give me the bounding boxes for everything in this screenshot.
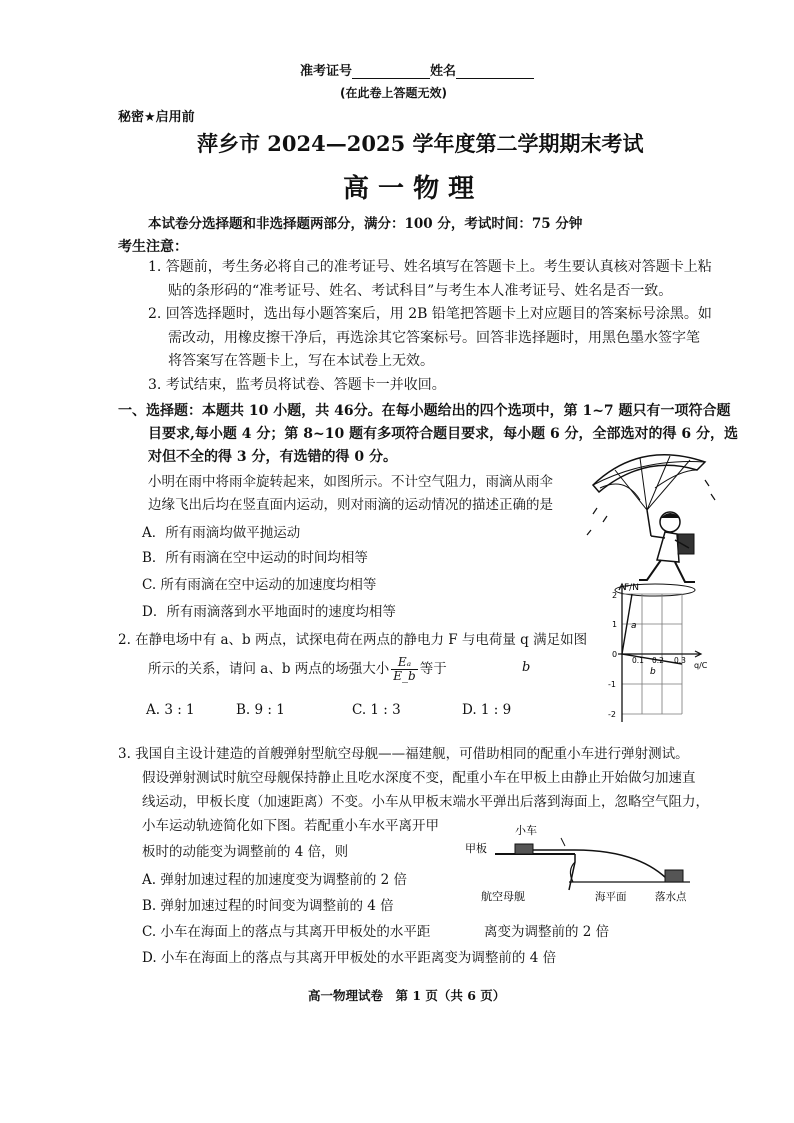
note-line: 贴的条形码的“准考证号、姓名、考试科目”与考生本人准考证号、姓名是否一致。 xyxy=(168,283,673,299)
y-tick: 2 xyxy=(612,591,618,600)
q1-stem: 小明在雨中将雨伞旋转起来，如图所示。不计空气阻力，雨滴从雨伞 xyxy=(148,474,553,490)
section-heading: 对但不全的得 3 分，有选错的得 0 分。 xyxy=(148,449,397,465)
sea-level-label: 海平面 xyxy=(595,891,627,903)
exam-title: 萍乡市 2024—2025 学年度第二学期期末考试 xyxy=(197,131,644,156)
name-label: 姓名 xyxy=(430,64,457,79)
name-blank xyxy=(456,64,534,79)
q2-option: C. 1 : 3 xyxy=(352,702,401,718)
secret-label: 秘密★启用前 xyxy=(118,110,195,125)
note-line: 将答案写在答题卡上，写在本试卷上无效。 xyxy=(168,353,434,369)
page-footer: 高一物理试卷 第 1 页（共 6 页） xyxy=(308,988,506,1003)
label-a: a xyxy=(631,621,637,631)
label-b: b xyxy=(650,667,656,677)
q3-stem: 小车运动轨迹简化如下图。若配重小车水平离开甲 xyxy=(142,818,439,834)
exam-id-label: 准考证号 xyxy=(300,64,353,79)
y-tick: -1 xyxy=(608,680,616,689)
q3-option: A. 弹射加速过程的加速度变为调整前的 2 倍 xyxy=(142,872,408,888)
stray-mark: b xyxy=(522,660,531,675)
note-line: 1. 答题前，考生务必将自己的准考证号、姓名填写在答题卡上。考生要认真核对答题卡上粘 xyxy=(148,259,712,275)
fraction-numerator: Eₐ xyxy=(391,656,417,670)
q3-option: C. 小车在海面上的落点与其离开甲板处的水平距 xyxy=(142,924,431,940)
q2-stem-line2 xyxy=(148,656,447,683)
invalid-note: (在此卷上答题无效) xyxy=(340,86,447,100)
y-axis-label: F/N xyxy=(624,583,639,593)
x-axis-label: q/C xyxy=(694,661,708,670)
q2-stem-text: 等于 xyxy=(419,661,447,677)
exam-id-blank xyxy=(352,64,430,79)
q3-option: B. 弹射加速过程的时间变为调整前的 4 倍 xyxy=(142,898,394,914)
q3-stem: 线运动，甲板长度（加速距离）不变。小车从甲板末端水平弹出后落到海面上，忽略空气阻力， xyxy=(142,794,709,810)
car-label: 小车 xyxy=(515,824,537,837)
section-heading: 目要求,每小题 4 分；第 8~10 题有多项符合题目要求，每小题 6 分，全部选对的得 6 分，选 xyxy=(148,426,739,442)
q3-stem: 假设弹射测试时航空母舰保持静止且吃水深度不变，配重小车在甲板上由静止开始做匀加速直 xyxy=(142,770,696,786)
car-landed xyxy=(665,870,683,882)
q3-option: D. 小车在海面上的落点与其离开甲板处的水平距离变为调整前的 4 倍 xyxy=(142,950,557,966)
q2-option: A. 3 : 1 xyxy=(146,702,195,718)
q2-stem: 2. 在静电场中有 a、b 两点，试探电荷在两点的静电力 F 与电荷量 q 满足如图 xyxy=(118,632,588,648)
y-tick: 0 xyxy=(612,650,618,659)
landing-point-label: 落水点 xyxy=(655,891,687,903)
q1-option: D．所有雨滴落到水平地面时的速度均相等 xyxy=(142,604,396,620)
y-tick: 1 xyxy=(612,620,618,629)
q2-option: D. 1 : 9 xyxy=(462,702,512,718)
q3-stem: 3. 我国自主设计建造的首艘弹射型航空母舰——福建舰，可借助相同的配重小车进行弹射测试。 xyxy=(118,746,689,762)
q2-option: B. 9 : 1 xyxy=(236,702,285,718)
umbrella-boy-figure xyxy=(585,440,720,600)
q2-stem-text: 所示的关系，请问 a、b 两点的场强大小 xyxy=(148,661,390,677)
carrier-diagram xyxy=(465,820,705,915)
x-tick: 0.2 xyxy=(652,656,664,665)
q3-stem: 板时的动能变为调整前的 4 倍，则 xyxy=(142,844,349,860)
q1-option: A．所有雨滴均做平抛运动 xyxy=(142,525,301,541)
section-heading: 一、选择题：本题共 10 小题，共 46分。在每小题给出的四个选项中，第 1~7 题只有一项符合题 xyxy=(118,403,731,419)
q1-option: B．所有雨滴在空中运动的时间均相等 xyxy=(142,550,368,566)
q1-option: C. 所有雨滴在空中运动的加速度均相等 xyxy=(142,577,377,593)
carrier-label: 航空母舰 xyxy=(481,890,525,903)
q3-option-c-tail: 离变为调整前的 2 倍 xyxy=(484,924,610,940)
force-charge-graph xyxy=(598,582,708,722)
subject-title: 高 一 物 理 xyxy=(343,174,475,204)
y-tick: -2 xyxy=(608,710,616,719)
note-line: 需改动，用橡皮擦干净后，再选涂其它答案标号。回答非选择题时，用黑色墨水签字笔 xyxy=(168,330,700,346)
intro-text: 本试卷分选择题和非选择题两部分，满分：100 分，考试时间：75 分钟 xyxy=(148,216,583,232)
x-tick: 0.1 xyxy=(632,656,644,665)
notes-heading: 考生注意： xyxy=(118,239,188,255)
field-ratio-fraction xyxy=(391,656,417,683)
exam-id-line xyxy=(300,60,534,79)
fraction-denominator: E_b xyxy=(393,669,416,683)
x-tick: 0.3 xyxy=(674,656,686,665)
note-line: 2. 回答选择题时，选出每小题答案后，用 2B 铅笔把答题卡上对应题目的答案标号涂黑。如 xyxy=(148,306,712,322)
note-line: 3. 考试结束，监考员将试卷、答题卡一并收回。 xyxy=(148,377,446,393)
deck-label: 甲板 xyxy=(465,842,487,855)
q1-stem: 边缘飞出后均在竖直面内运动，则对雨滴的运动情况的描述正确的是 xyxy=(148,497,553,513)
car-start xyxy=(515,844,533,854)
